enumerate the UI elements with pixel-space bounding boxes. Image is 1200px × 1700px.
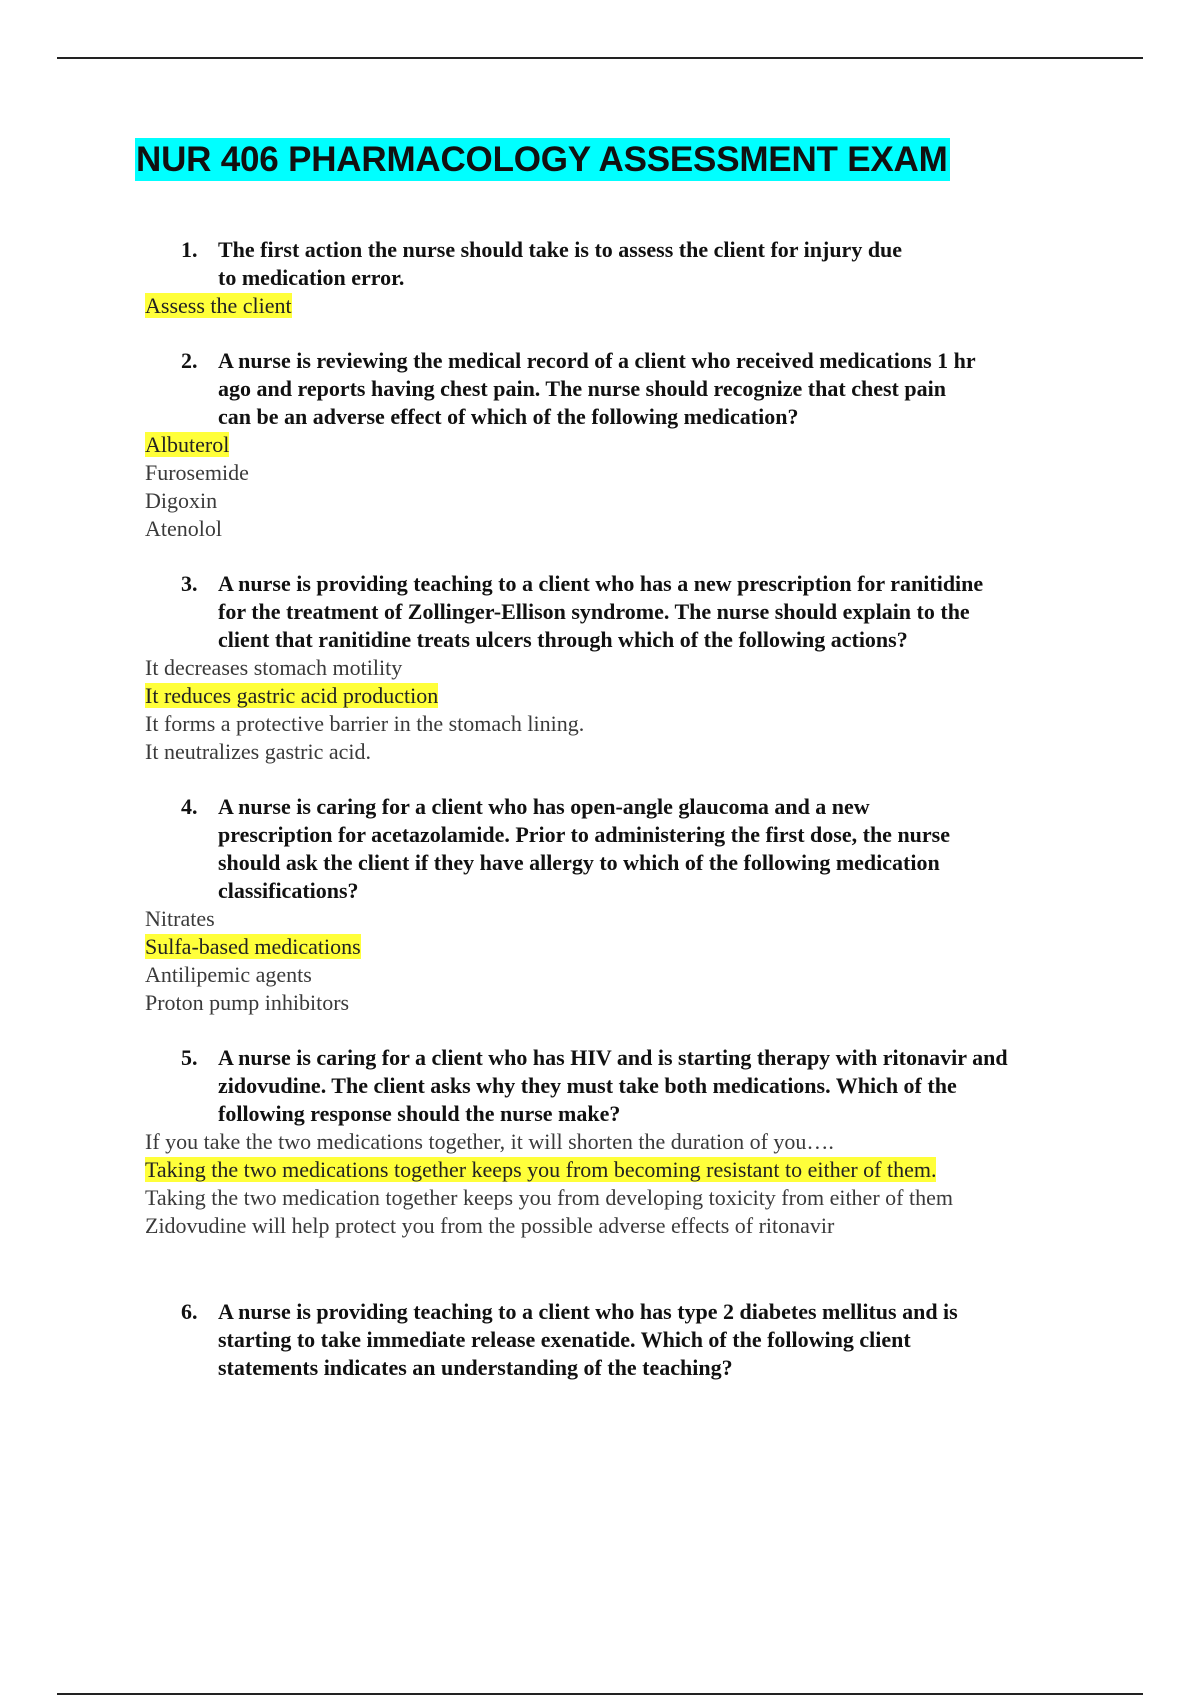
- question-stem: [145, 570, 1095, 654]
- question-1: [145, 236, 1095, 320]
- question-5: [145, 1044, 1095, 1240]
- stem-line: client that ranitidine treats ulcers through which of the following actions?: [218, 627, 908, 652]
- answer-option-correct: Taking the two medications together keeps you from becoming resistant to either of them.: [145, 1157, 937, 1182]
- question-number: 2.: [181, 348, 198, 373]
- answer-options: [145, 654, 1095, 766]
- stem-line: prescription for acetazolamide. Prior to administering the first dose, the nurse: [218, 822, 951, 847]
- answer-option-correct: Albuterol: [145, 432, 230, 457]
- answer-options: [145, 431, 1095, 543]
- stem-line: classifications?: [218, 878, 359, 903]
- stem-line: following response should the nurse make?: [218, 1101, 621, 1126]
- answer-option: It neutralizes gastric acid.: [145, 739, 372, 764]
- question-number: 4.: [181, 794, 198, 819]
- answer-option: Atenolol: [145, 516, 222, 541]
- stem-line: A nurse is providing teaching to a client who has type 2 diabetes mellitus and is: [218, 1299, 958, 1324]
- stem-line: ago and reports having chest pain. The nurse should recognize that chest pain: [218, 376, 946, 401]
- question-number: 5.: [181, 1045, 198, 1070]
- question-stem: [145, 236, 1095, 292]
- question-stem: [145, 793, 1095, 905]
- header-rule: [57, 57, 1143, 59]
- answer-option: It decreases stomach motility: [145, 655, 403, 680]
- stem-line: for the treatment of Zollinger-Ellison syndrome. The nurse should explain to the: [218, 599, 970, 624]
- question-stem: [145, 1044, 1095, 1128]
- answer-option-correct: Assess the client: [145, 293, 292, 318]
- question-6: [145, 1298, 1095, 1382]
- question-stem: [145, 347, 1095, 431]
- answer-option: Proton pump inhibitors: [145, 990, 350, 1015]
- stem-line: A nurse is providing teaching to a client who has a new prescription for ranitidine: [218, 571, 984, 596]
- answer-option: If you take the two medications together, it will shorten the duration of you….: [145, 1129, 834, 1154]
- answer-options: [145, 292, 1095, 320]
- stem-line: statements indicates an understanding of the teaching?: [218, 1355, 733, 1380]
- answer-option: Taking the two medication together keeps you from developing toxicity from either of them: [145, 1185, 953, 1210]
- answer-option: Nitrates: [145, 906, 215, 931]
- stem-line: zidovudine. The client asks why they must take both medications. Which of the: [218, 1073, 957, 1098]
- question-list: [145, 236, 1095, 1409]
- answer-option: Furosemide: [145, 460, 249, 485]
- title-block: [135, 138, 950, 181]
- answer-option: Digoxin: [145, 488, 218, 513]
- stem-line: A nurse is caring for a client who has open-angle glaucoma and a new: [218, 794, 870, 819]
- answer-option-correct: It reduces gastric acid production: [145, 683, 439, 708]
- footer-rule: [57, 1693, 1143, 1695]
- question-3: [145, 570, 1095, 766]
- question-number: 3.: [181, 571, 198, 596]
- answer-options: [145, 905, 1095, 1017]
- answer-option: Antilipemic agents: [145, 962, 312, 987]
- answer-option: It forms a protective barrier in the stomach lining.: [145, 711, 585, 736]
- question-2: [145, 347, 1095, 543]
- stem-line: A nurse is reviewing the medical record of a client who received medications 1 hr: [218, 348, 976, 373]
- question-stem: [145, 1298, 1095, 1382]
- stem-line: to medication error.: [218, 265, 405, 290]
- question-number: 6.: [181, 1299, 198, 1324]
- stem-line: A nurse is caring for a client who has HIV and is starting therapy with ritonavir and: [218, 1045, 1008, 1070]
- page-title: NUR 406 PHARMACOLOGY ASSESSMENT EXAM: [136, 140, 948, 179]
- question-4: [145, 793, 1095, 1017]
- stem-line: The first action the nurse should take is to assess the client for injury due: [218, 237, 903, 262]
- answer-option-correct: Sulfa-based medications: [145, 934, 361, 959]
- question-number: 1.: [181, 237, 198, 262]
- stem-line: can be an adverse effect of which of the following medication?: [218, 404, 799, 429]
- stem-line: starting to take immediate release exenatide. Which of the following client: [218, 1327, 911, 1352]
- answer-options: [145, 1128, 1095, 1240]
- stem-line: should ask the client if they have allergy to which of the following medication: [218, 850, 940, 875]
- answer-option: Zidovudine will help protect you from the possible adverse effects of ritonavir: [145, 1213, 835, 1238]
